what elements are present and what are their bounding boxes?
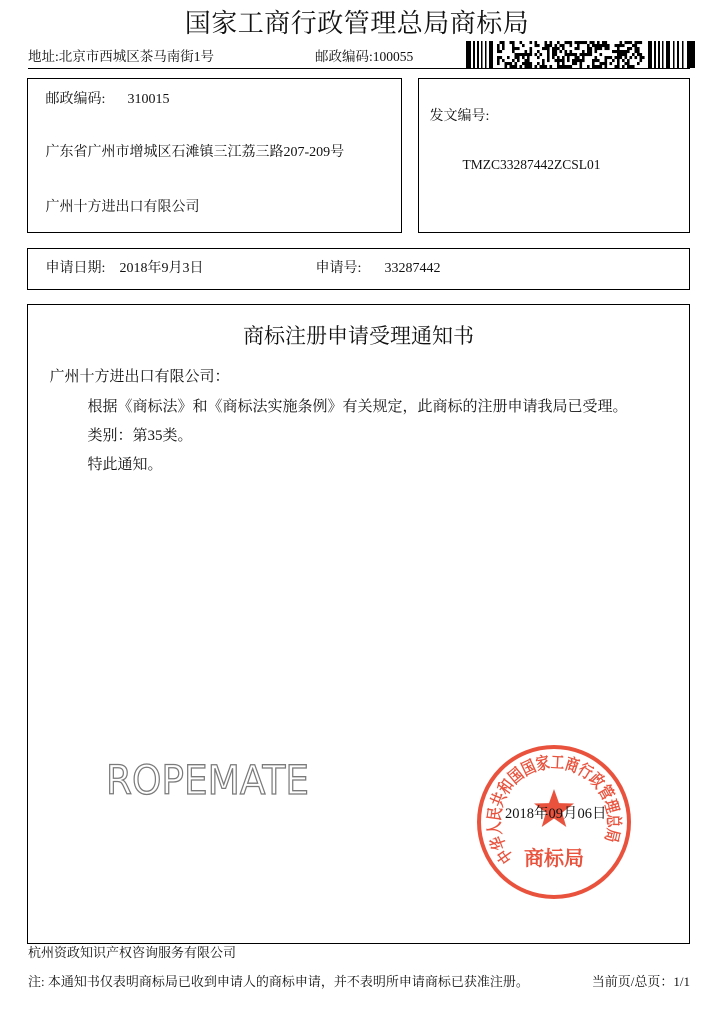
barcode-module (481, 41, 483, 68)
barcode-module (567, 53, 570, 56)
barcode-module (552, 53, 555, 56)
barcode-module (567, 59, 570, 62)
barcode-module (610, 62, 613, 65)
barcode-modules (466, 41, 695, 68)
barcode-module (497, 56, 500, 59)
recipient-address: 广东省广州市增城区石滩镇三江荔三路207-209号 (45, 144, 345, 160)
barcode-module (620, 53, 623, 56)
barcode-module (615, 50, 618, 53)
barcode-module (654, 41, 656, 68)
barcode-module (577, 56, 580, 59)
barcode-module (505, 62, 508, 65)
barcode-module (515, 53, 518, 56)
application-date: 2018年9月3日 (119, 260, 204, 276)
issuer-postcode: 邮政编码:100055 (315, 49, 414, 64)
barcode-module (602, 44, 605, 47)
barcode-module (560, 50, 563, 53)
official-seal (476, 744, 632, 900)
barcode-module (512, 59, 515, 62)
barcode-module (560, 44, 563, 47)
barcode-module (497, 62, 500, 65)
barcode-module (617, 56, 620, 59)
barcode-module (590, 53, 593, 56)
barcode-module (557, 59, 560, 62)
barcode-module (515, 56, 518, 59)
barcode-module (617, 62, 620, 65)
barcode-module (466, 41, 471, 68)
barcode-module (547, 50, 550, 53)
barcode-module (635, 47, 638, 50)
barcode-module (630, 56, 633, 59)
barcode-module (625, 62, 628, 65)
barcode-module (602, 62, 605, 65)
barcode-module (547, 53, 550, 56)
barcode-module (595, 50, 598, 53)
barcode-module (605, 56, 608, 59)
barcode-module (485, 41, 487, 68)
barcode-module (635, 44, 638, 47)
barcode-module (572, 62, 575, 65)
barcode-module (625, 56, 628, 59)
barcode-module (587, 47, 590, 50)
seal-center-text: 商标局 (524, 846, 584, 870)
barcode-module (497, 50, 500, 53)
barcode-module (595, 59, 598, 62)
barcode-module (520, 41, 523, 44)
barcode-module (602, 41, 605, 44)
barcode-module (565, 41, 568, 44)
barcode-module (567, 41, 570, 44)
barcode-module (662, 41, 664, 68)
barcode-module (648, 41, 652, 68)
barcode-module (477, 41, 479, 68)
barcode-module (627, 62, 630, 65)
barcode-module (562, 59, 565, 62)
barcode-module (525, 59, 528, 62)
barcode-module (522, 62, 525, 65)
barcode-module (550, 44, 553, 47)
application-date-label: 申请日期: (45, 260, 106, 276)
barcode-module (515, 47, 518, 50)
barcode-module (677, 41, 679, 68)
barcode-module (565, 53, 568, 56)
barcode-module (580, 59, 583, 62)
barcode-module (592, 44, 595, 47)
barcode-module (640, 53, 643, 56)
barcode-module (545, 41, 548, 44)
document-number-label: 发文编号: (429, 108, 490, 124)
barcode-module (587, 44, 590, 47)
barcode-module (547, 44, 550, 47)
barcode-module (640, 41, 643, 44)
recipient-box (27, 78, 402, 233)
barcode-module (555, 53, 558, 56)
barcode-module (595, 47, 598, 50)
barcode-module (522, 44, 525, 47)
barcode-module (497, 44, 500, 47)
application-box (27, 248, 690, 290)
barcode-module (557, 62, 560, 65)
barcode-module (570, 44, 573, 47)
barcode-module (567, 56, 570, 59)
barcode-module (625, 41, 628, 44)
barcode-module (502, 44, 505, 47)
barcode-module (565, 50, 568, 53)
barcode-module (570, 41, 573, 44)
barcode-module (515, 62, 518, 65)
barcode-module (682, 41, 684, 68)
barcode-module (545, 44, 548, 47)
recipient-name: 广州十方进出口有限公司 (45, 199, 200, 215)
barcode-module (535, 41, 538, 44)
barcode-module (635, 50, 638, 53)
barcode-module (527, 56, 530, 59)
barcode-module (605, 47, 608, 50)
barcode-module (537, 44, 540, 47)
barcode-module (530, 62, 533, 65)
barcode-module (500, 41, 503, 44)
barcode-module (570, 50, 573, 53)
barcode-module (547, 56, 550, 59)
barcode-module (562, 44, 565, 47)
notice-title: 商标注册申请受理通知书 (243, 324, 474, 348)
barcode-module (597, 59, 600, 62)
barcode-module (577, 47, 580, 50)
barcode-module (590, 41, 593, 44)
barcode-module (512, 50, 515, 53)
barcode-module (615, 56, 618, 59)
barcode-module (587, 50, 590, 53)
barcode-module (517, 56, 520, 59)
barcode-module (535, 44, 538, 47)
barcode-module (575, 62, 578, 65)
barcode-module (507, 56, 510, 59)
barcode-module (617, 47, 620, 50)
barcode-module (473, 41, 475, 68)
barcode-module (522, 56, 525, 59)
barcode-module (617, 53, 620, 56)
barcode-module (635, 41, 638, 44)
barcode-module (622, 44, 625, 47)
barcode-module (517, 53, 520, 56)
barcode-module (637, 62, 640, 65)
barcode-module (582, 59, 585, 62)
header-rule (28, 68, 690, 69)
barcode-module (575, 47, 578, 50)
barcode-module (580, 41, 583, 44)
issue-date: 2018年09月06日 (505, 806, 607, 822)
barcode-module (520, 53, 523, 56)
barcode-module (642, 56, 645, 59)
barcode-module (612, 59, 615, 62)
barcode-module (525, 53, 528, 56)
notice-class: 类别：第35类。 (87, 428, 193, 444)
barcode-module (500, 50, 503, 53)
barcode-module (597, 44, 600, 47)
barcode-module (610, 56, 613, 59)
document-number: TMZC33287442ZCSL01 (462, 156, 601, 172)
barcode-module (557, 47, 560, 50)
barcode-module (673, 41, 675, 68)
barcode-module (577, 44, 580, 47)
agent-name: 杭州资政知识产权咨询服务有限公司 (28, 945, 237, 960)
barcode-module (587, 53, 590, 56)
barcode-module (575, 41, 578, 44)
barcode-module (597, 47, 600, 50)
barcode-module (512, 47, 515, 50)
barcode-module (530, 53, 533, 56)
barcode-module (605, 59, 608, 62)
barcode-module (637, 47, 640, 50)
notice-paragraph: 根据《商标法》和《商标法实施条例》有关规定，此商标的注册申请我局已受理。 (87, 399, 628, 415)
barcode-module (617, 59, 620, 62)
barcode-module (625, 50, 628, 53)
barcode-module (666, 41, 670, 68)
barcode-module (552, 50, 555, 53)
barcode-module (600, 53, 603, 56)
barcode-module (658, 41, 660, 68)
barcode-module (627, 50, 630, 53)
barcode-module (607, 47, 610, 50)
barcode-module (627, 59, 630, 62)
barcode-module (582, 56, 585, 59)
barcode-module (617, 50, 620, 53)
barcode-module (595, 44, 598, 47)
barcode-module (585, 41, 588, 44)
barcode-module (580, 53, 583, 56)
barcode-module (562, 56, 565, 59)
barcode-module (620, 44, 623, 47)
barcode-module (612, 50, 615, 53)
barcode-module (502, 59, 505, 62)
barcode-module (625, 53, 628, 56)
barcode-module (620, 56, 623, 59)
barcode (466, 41, 695, 68)
barcode-module (550, 41, 553, 44)
barcode-module (555, 50, 558, 53)
barcode-module (530, 50, 533, 53)
barcode-module (555, 59, 558, 62)
barcode-module (620, 50, 623, 53)
issuer-title: 国家工商行政管理总局商标局 (184, 9, 530, 38)
barcode-module (542, 59, 545, 62)
barcode-module (557, 56, 560, 59)
barcode-module (590, 47, 593, 50)
barcode-module (577, 41, 580, 44)
trademark-logo (105, 756, 315, 800)
document-number-box (418, 78, 690, 233)
barcode-module (552, 47, 555, 50)
barcode-module (542, 47, 545, 50)
barcode-module (545, 47, 548, 50)
barcode-module (592, 62, 595, 65)
page-indicator: 当前页/总页：1/1 (591, 974, 690, 989)
barcode-module (507, 62, 510, 65)
barcode-module (562, 62, 565, 65)
barcode-module (597, 41, 600, 44)
barcode-module (622, 53, 625, 56)
barcode-module (497, 59, 500, 62)
barcode-module (590, 50, 593, 53)
footer-note: 注: 本通知书仅表明商标局已收到申请人的商标申请，并不表明所申请商标已获准注册。 (28, 974, 529, 989)
barcode-module (512, 44, 515, 47)
barcode-module (525, 50, 528, 53)
barcode-module (592, 59, 595, 62)
recipient-postcode: 310015 (127, 91, 170, 107)
barcode-module (555, 44, 558, 47)
barcode-module (580, 62, 583, 65)
barcode-module (582, 41, 585, 44)
barcode-module (522, 53, 525, 56)
barcode-module (605, 41, 608, 44)
barcode-module (527, 59, 530, 62)
application-number: 33287442 (384, 260, 441, 276)
barcode-module (502, 41, 505, 44)
barcode-module (605, 62, 608, 65)
barcode-module (527, 62, 530, 65)
barcode-module (572, 59, 575, 62)
barcode-module (547, 47, 550, 50)
barcode-module (600, 47, 603, 50)
barcode-module (627, 41, 630, 44)
barcode-module (555, 47, 558, 50)
barcode-module (572, 53, 575, 56)
barcode-module (622, 50, 625, 53)
barcode-module (687, 41, 695, 68)
barcode-module (617, 44, 620, 47)
barcode-module (615, 44, 618, 47)
barcode-module (510, 41, 513, 44)
barcode-module (607, 56, 610, 59)
barcode-module (517, 59, 520, 62)
barcode-module (637, 53, 640, 56)
barcode-module (640, 59, 643, 62)
barcode-module (600, 44, 603, 47)
barcode-module (637, 41, 640, 44)
barcode-module (540, 53, 543, 56)
seal-ring-textpath: 中华人民共和国国家工商行政管理总局 (484, 752, 624, 867)
barcode-module (530, 47, 533, 50)
barcode-module (595, 56, 598, 59)
barcode-module (620, 41, 623, 44)
barcode-module (517, 47, 520, 50)
application-number-label: 申请号: (315, 260, 362, 276)
barcode-module (535, 53, 538, 56)
barcode-module (575, 59, 578, 62)
barcode-module (489, 41, 493, 68)
barcode-module (577, 59, 580, 62)
barcode-module (542, 62, 545, 65)
barcode-module (575, 56, 578, 59)
barcode-module (557, 41, 560, 44)
barcode-module (562, 47, 565, 50)
notice-closing: 特此通知。 (87, 457, 163, 473)
barcode-module (605, 44, 608, 47)
barcode-module (527, 53, 530, 56)
barcode-module (627, 47, 630, 50)
trademark-logo-text: ROPEMATE (106, 758, 309, 800)
barcode-module (500, 56, 503, 59)
barcode-module (537, 56, 540, 59)
barcode-module (560, 59, 563, 62)
barcode-module (512, 41, 515, 44)
recipient-postcode-label: 邮政编码: (45, 91, 106, 107)
barcode-module (632, 53, 635, 56)
barcode-module (632, 44, 635, 47)
barcode-module (607, 44, 610, 47)
barcode-module (592, 41, 595, 44)
barcode-module (630, 41, 633, 44)
barcode-module (575, 53, 578, 56)
barcode-module (582, 50, 585, 53)
barcode-module (525, 62, 528, 65)
barcode-module (622, 59, 625, 62)
barcode-module (502, 47, 505, 50)
notice-salutation: 广州十方进出口有限公司： (49, 369, 230, 385)
barcode-module (510, 62, 513, 65)
barcode-module (582, 53, 585, 56)
barcode-module (552, 56, 555, 59)
barcode-module (497, 47, 500, 50)
barcode-module (637, 50, 640, 53)
barcode-module (537, 50, 540, 53)
barcode-module (537, 62, 540, 65)
barcode-module (600, 62, 603, 65)
barcode-module (585, 53, 588, 56)
barcode-module (570, 53, 573, 56)
issuer-address: 地址:北京市西城区茶马南街1号 (28, 49, 215, 64)
barcode-module (635, 56, 638, 59)
barcode-module (630, 47, 633, 50)
barcode-module (640, 56, 643, 59)
barcode-module (530, 41, 533, 44)
barcode-module (547, 59, 550, 62)
